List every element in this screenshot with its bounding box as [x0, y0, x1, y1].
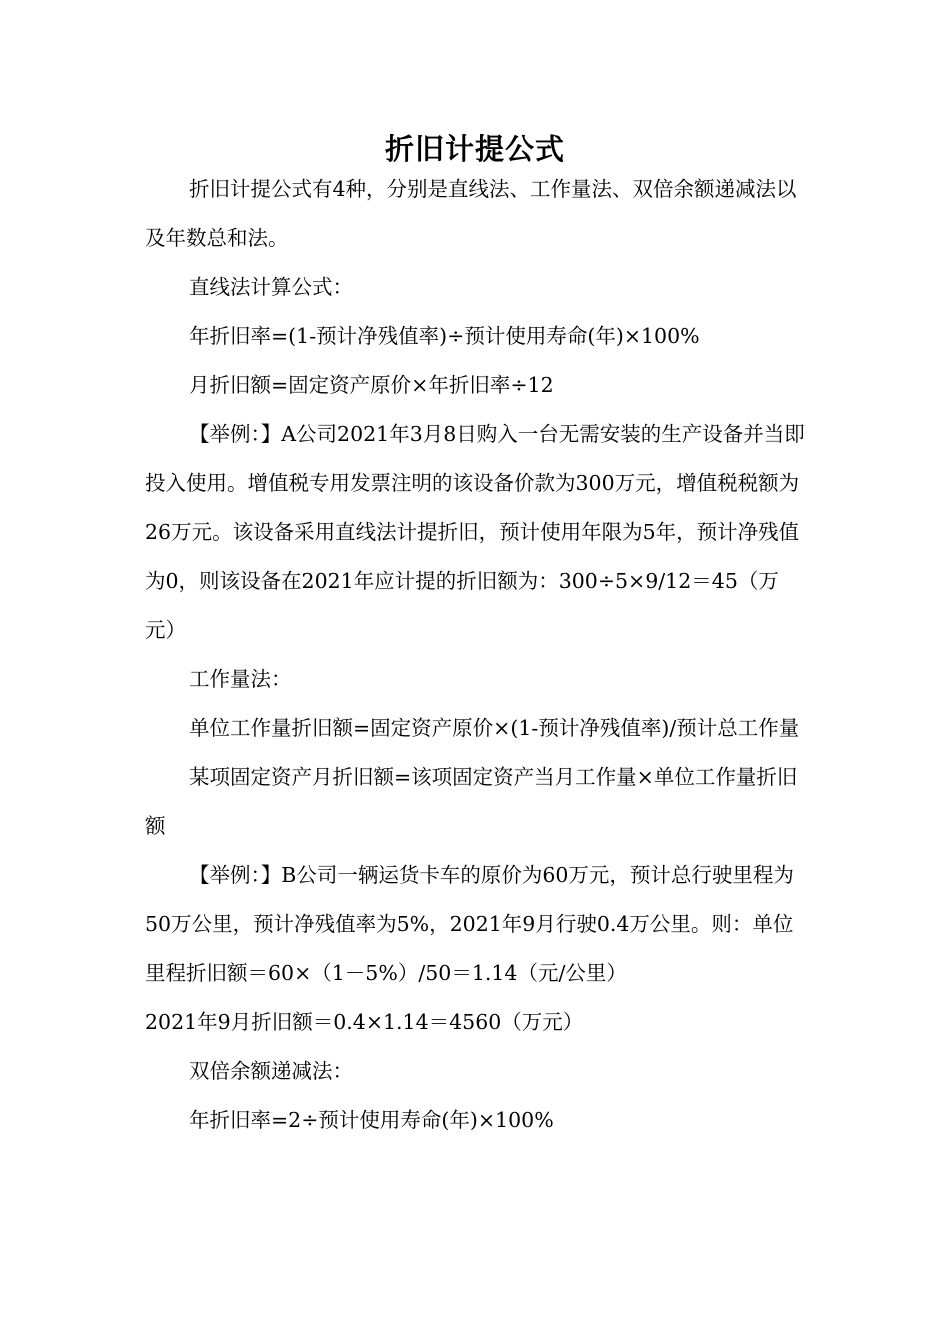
document-body — [145, 165, 805, 1145]
paragraph-double-declining-heading: 双倍余额递减法： — [189, 1059, 353, 1083]
document-title: 折旧计提公式 — [384, 132, 565, 167]
paragraph-monthly-workload-formula: 某项固定资产月折旧额=该项固定资产当月工作量×单位工作量折旧额 — [145, 765, 798, 838]
paragraph-annual-rate-formula: 年折旧率=(1-预计净残值率)÷预计使用寿命(年)×100% — [189, 324, 700, 348]
paragraph-example-b-result: 2021年9月折旧额＝0.4×1.14＝4560（万元） — [145, 1010, 584, 1034]
paragraph-unit-workload-formula: 单位工作量折旧额=固定资产原价×(1-预计净残值率)/预计总工作量 — [189, 716, 800, 740]
paragraph-straight-line-heading: 直线法计算公式： — [189, 275, 353, 299]
paragraph-workload-heading: 工作量法： — [189, 667, 292, 691]
paragraph-example-a: 【举例：】A公司2021年3月8日购入一台无需安装的生产设备并当即投入使用。增值税专用发票注明的该设备价款为300万元，增值税税额为26万元。该设备采用直线法计提折旧，预计使用年限为5年，预计净残值为0，则该设备在2021年应计提的折旧额为：300÷5×9/12＝45（万元） — [145, 422, 805, 642]
paragraph-monthly-amount-formula: 月折旧额=固定资产原价×年折旧率÷12 — [189, 373, 554, 397]
paragraph-double-declining-formula: 年折旧率=2÷预计使用寿命(年)×100% — [189, 1108, 554, 1132]
paragraph-intro: 折旧计提公式有4种，分别是直线法、工作量法、双倍余额递减法以及年数总和法。 — [145, 177, 797, 250]
paragraph-example-b: 【举例：】B公司一辆运货卡车的原价为60万元，预计总行驶里程为50万公里，预计净残值率为5%，2021年9月行驶0.4万公里。则：单位里程折旧额＝60×（1－5%）/50＝1.14（元/公里） — [145, 863, 794, 985]
